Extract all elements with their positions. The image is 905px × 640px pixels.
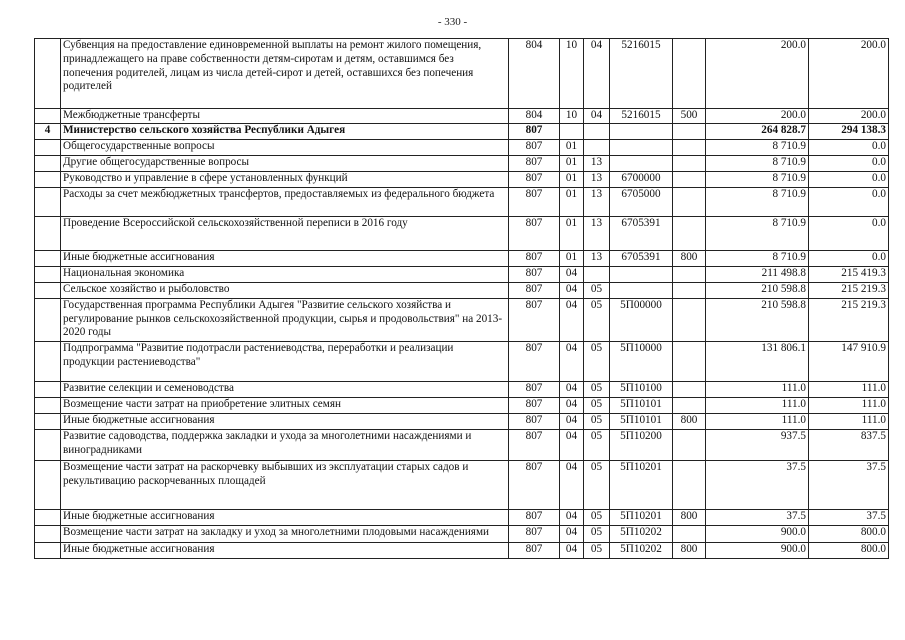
section-code-cell: 01 — [560, 216, 584, 250]
expense-type-cell: 800 — [673, 413, 706, 429]
amount-cell-second: 0.0 — [809, 139, 889, 155]
amount-cell-second: 0.0 — [809, 250, 889, 266]
row-name-cell: Другие общегосударственные вопросы — [61, 155, 509, 171]
section-code-cell: 04 — [560, 397, 584, 413]
expense-type-cell — [673, 123, 706, 139]
row-number-cell — [35, 171, 61, 187]
row-number-cell — [35, 397, 61, 413]
ministry-code-cell: 807 — [509, 266, 560, 282]
amount-cell-first: 131 806.1 — [706, 341, 809, 381]
amount-cell-second: 215 219.3 — [809, 298, 889, 341]
amount-cell-second: 200.0 — [809, 109, 889, 124]
section-code-cell: 01 — [560, 155, 584, 171]
amount-cell-first: 37.5 — [706, 509, 809, 525]
amount-cell-second: 37.5 — [809, 460, 889, 509]
row-name-cell: Сельское хозяйство и рыболовство — [61, 282, 509, 298]
expense-type-cell: 800 — [673, 509, 706, 525]
amount-cell-first: 264 828.7 — [706, 123, 809, 139]
table-row — [35, 413, 889, 429]
amount-cell-first: 111.0 — [706, 413, 809, 429]
expense-type-cell: 800 — [673, 542, 706, 558]
amount-cell-second: 294 138.3 — [809, 123, 889, 139]
subsection-code-cell: 05 — [584, 429, 610, 460]
ministry-code-cell: 807 — [509, 123, 560, 139]
section-code-cell: 04 — [560, 542, 584, 558]
target-article-cell: 5П10101 — [610, 397, 673, 413]
target-article-cell — [610, 266, 673, 282]
amount-cell-first: 8 710.9 — [706, 155, 809, 171]
expense-type-cell — [673, 266, 706, 282]
subsection-code-cell: 05 — [584, 525, 610, 542]
amount-cell-second: 0.0 — [809, 171, 889, 187]
amount-cell-first: 8 710.9 — [706, 139, 809, 155]
row-name-cell: Проведение Всероссийской сельскохозяйственной переписи в 2016 году — [61, 216, 509, 250]
table-row — [35, 298, 889, 341]
row-number-cell — [35, 429, 61, 460]
amount-cell-second: 200.0 — [809, 39, 889, 109]
row-name-cell: Межбюджетные трансферты — [61, 109, 509, 124]
expense-type-cell — [673, 525, 706, 542]
subsection-code-cell: 13 — [584, 187, 610, 216]
row-name-cell: Общегосударственные вопросы — [61, 139, 509, 155]
section-code-cell: 01 — [560, 250, 584, 266]
section-code-cell: 04 — [560, 341, 584, 381]
section-code-cell: 04 — [560, 413, 584, 429]
row-name-cell: Иные бюджетные ассигнования — [61, 413, 509, 429]
amount-cell-second: 215 419.3 — [809, 266, 889, 282]
subsection-code-cell: 05 — [584, 298, 610, 341]
amount-cell-second: 0.0 — [809, 216, 889, 250]
row-name-cell: Развитие селекции и семеноводства — [61, 381, 509, 397]
ministry-code-cell: 807 — [509, 187, 560, 216]
section-code-cell: 10 — [560, 39, 584, 109]
table-row — [35, 109, 889, 124]
row-number-cell — [35, 525, 61, 542]
expense-type-cell: 500 — [673, 109, 706, 124]
amount-cell-second: 0.0 — [809, 187, 889, 216]
table-row — [35, 381, 889, 397]
section-code-cell: 04 — [560, 509, 584, 525]
subsection-code-cell: 05 — [584, 397, 610, 413]
subsection-code-cell: 13 — [584, 171, 610, 187]
amount-cell-first: 37.5 — [706, 460, 809, 509]
target-article-cell — [610, 123, 673, 139]
target-article-cell — [610, 139, 673, 155]
ministry-code-cell: 807 — [509, 155, 560, 171]
subsection-code-cell: 05 — [584, 413, 610, 429]
section-code-cell: 04 — [560, 460, 584, 509]
ministry-code-cell: 807 — [509, 542, 560, 558]
expense-type-cell — [673, 216, 706, 250]
expense-type-cell — [673, 381, 706, 397]
ministry-code-cell: 807 — [509, 171, 560, 187]
target-article-cell: 5П10201 — [610, 460, 673, 509]
subsection-code-cell — [584, 123, 610, 139]
target-article-cell: 6700000 — [610, 171, 673, 187]
row-number-cell — [35, 460, 61, 509]
expense-type-cell — [673, 298, 706, 341]
section-code-cell: 04 — [560, 525, 584, 542]
amount-cell-first: 200.0 — [706, 109, 809, 124]
page-number: - 330 - — [437, 16, 468, 28]
table-row — [35, 429, 889, 460]
amount-cell-second: 37.5 — [809, 509, 889, 525]
table-row — [35, 123, 889, 139]
target-article-cell: 6705000 — [610, 187, 673, 216]
ministry-code-cell: 807 — [509, 429, 560, 460]
row-number-cell — [35, 266, 61, 282]
ministry-code-cell: 807 — [509, 216, 560, 250]
expense-type-cell — [673, 282, 706, 298]
target-article-cell: 5П10000 — [610, 341, 673, 381]
row-number-cell — [35, 139, 61, 155]
subsection-code-cell: 04 — [584, 109, 610, 124]
row-number-cell — [35, 542, 61, 558]
row-name-cell: Субвенция на предоставление единовременной выплаты на ремонт жилого помещения, принадлежащего на праве собственности детям-сиротам и детям, оставшимся без попечения родителей, лицам из числа детей-сирот и детей, оставшихся без попечения родителей — [61, 39, 509, 109]
ministry-code-cell: 807 — [509, 250, 560, 266]
subsection-code-cell: 05 — [584, 282, 610, 298]
subsection-code-cell: 05 — [584, 460, 610, 509]
amount-cell-second: 837.5 — [809, 429, 889, 460]
amount-cell-second: 215 219.3 — [809, 282, 889, 298]
table-row — [35, 139, 889, 155]
ministry-code-cell: 807 — [509, 397, 560, 413]
ministry-code-cell: 807 — [509, 525, 560, 542]
expense-type-cell — [673, 155, 706, 171]
amount-cell-first: 111.0 — [706, 397, 809, 413]
ministry-code-cell: 807 — [509, 413, 560, 429]
amount-cell-first: 8 710.9 — [706, 187, 809, 216]
row-name-cell: Иные бюджетные ассигнования — [61, 509, 509, 525]
row-name-cell: Руководство и управление в сфере установленных функций — [61, 171, 509, 187]
amount-cell-second: 800.0 — [809, 525, 889, 542]
row-name-cell: Возмещение части затрат на приобретение элитных семян — [61, 397, 509, 413]
row-name-cell: Развитие садоводства, поддержка закладки и ухода за многолетними насаждениями и виноградниками — [61, 429, 509, 460]
row-name-cell: Министерство сельского хозяйства Республики Адыгея — [61, 123, 509, 139]
section-code-cell: 01 — [560, 139, 584, 155]
section-code-cell: 04 — [560, 282, 584, 298]
amount-cell-second: 111.0 — [809, 397, 889, 413]
ministry-code-cell: 807 — [509, 282, 560, 298]
row-number-cell — [35, 39, 61, 109]
section-code-cell: 10 — [560, 109, 584, 124]
target-article-cell — [610, 282, 673, 298]
expense-type-cell — [673, 139, 706, 155]
amount-cell-second: 800.0 — [809, 542, 889, 558]
table-row — [35, 397, 889, 413]
budget-table — [34, 38, 889, 559]
expense-type-cell: 800 — [673, 250, 706, 266]
row-number-cell — [35, 250, 61, 266]
row-name-cell: Государственная программа Республики Адыгея "Развитие сельского хозяйства и регулирование рынков сельскохозяйственной продукции, сырья и продовольствия" на 2013-2020 годы — [61, 298, 509, 341]
subsection-code-cell: 05 — [584, 542, 610, 558]
section-code-cell: 04 — [560, 266, 584, 282]
table-row — [35, 282, 889, 298]
row-number-cell — [35, 381, 61, 397]
subsection-code-cell: 13 — [584, 155, 610, 171]
ministry-code-cell: 807 — [509, 381, 560, 397]
target-article-cell: 5П10200 — [610, 429, 673, 460]
section-code-cell — [560, 123, 584, 139]
expense-type-cell — [673, 39, 706, 109]
ministry-code-cell: 807 — [509, 341, 560, 381]
row-name-cell: Иные бюджетные ассигнования — [61, 250, 509, 266]
subsection-code-cell: 13 — [584, 216, 610, 250]
target-article-cell: 5П10202 — [610, 542, 673, 558]
ministry-code-cell: 804 — [509, 109, 560, 124]
amount-cell-second: 111.0 — [809, 381, 889, 397]
table-row — [35, 155, 889, 171]
subsection-code-cell: 05 — [584, 341, 610, 381]
amount-cell-second: 147 910.9 — [809, 341, 889, 381]
row-name-cell: Возмещение части затрат на раскорчевку выбывших из эксплуатации старых садов и рекультивацию раскорчеванных площадей — [61, 460, 509, 509]
section-code-cell: 04 — [560, 381, 584, 397]
expense-type-cell — [673, 429, 706, 460]
amount-cell-first: 211 498.8 — [706, 266, 809, 282]
row-number-cell — [35, 298, 61, 341]
target-article-cell: 5П10100 — [610, 381, 673, 397]
row-number-cell — [35, 216, 61, 250]
amount-cell-first: 8 710.9 — [706, 171, 809, 187]
target-article-cell — [610, 155, 673, 171]
amount-cell-first: 210 598.8 — [706, 298, 809, 341]
table-row — [35, 39, 889, 109]
expense-type-cell — [673, 397, 706, 413]
section-code-cell: 01 — [560, 171, 584, 187]
table-row — [35, 216, 889, 250]
amount-cell-first: 210 598.8 — [706, 282, 809, 298]
row-name-cell: Возмещение части затрат на закладку и уход за многолетними плодовыми насаждениями — [61, 525, 509, 542]
row-number-cell — [35, 341, 61, 381]
target-article-cell: 5П00000 — [610, 298, 673, 341]
row-number-cell: 4 — [35, 123, 61, 139]
ministry-code-cell: 807 — [509, 509, 560, 525]
section-code-cell: 01 — [560, 187, 584, 216]
row-number-cell — [35, 187, 61, 216]
table-row — [35, 542, 889, 558]
subsection-code-cell: 05 — [584, 381, 610, 397]
expense-type-cell — [673, 460, 706, 509]
target-article-cell: 6705391 — [610, 216, 673, 250]
section-code-cell: 04 — [560, 298, 584, 341]
amount-cell-first: 8 710.9 — [706, 250, 809, 266]
amount-cell-first: 900.0 — [706, 542, 809, 558]
target-article-cell: 5П10101 — [610, 413, 673, 429]
amount-cell-first: 8 710.9 — [706, 216, 809, 250]
row-number-cell — [35, 413, 61, 429]
amount-cell-first: 111.0 — [706, 381, 809, 397]
amount-cell-first: 200.0 — [706, 39, 809, 109]
target-article-cell: 5П10201 — [610, 509, 673, 525]
subsection-code-cell: 13 — [584, 250, 610, 266]
subsection-code-cell: 05 — [584, 509, 610, 525]
ministry-code-cell: 804 — [509, 39, 560, 109]
table-row — [35, 341, 889, 381]
row-number-cell — [35, 282, 61, 298]
row-name-cell: Национальная экономика — [61, 266, 509, 282]
target-article-cell: 5П10202 — [610, 525, 673, 542]
subsection-code-cell: 04 — [584, 39, 610, 109]
table-row — [35, 509, 889, 525]
table-row — [35, 460, 889, 509]
expense-type-cell — [673, 171, 706, 187]
expense-type-cell — [673, 341, 706, 381]
table-row — [35, 187, 889, 216]
amount-cell-second: 0.0 — [809, 155, 889, 171]
table-row — [35, 171, 889, 187]
target-article-cell: 6705391 — [610, 250, 673, 266]
amount-cell-first: 937.5 — [706, 429, 809, 460]
ministry-code-cell: 807 — [509, 298, 560, 341]
amount-cell-second: 111.0 — [809, 413, 889, 429]
row-name-cell: Подпрограмма "Развитие подотрасли растениеводства, переработки и реализации продукции растениеводства" — [61, 341, 509, 381]
subsection-code-cell — [584, 139, 610, 155]
row-number-cell — [35, 155, 61, 171]
amount-cell-first: 900.0 — [706, 525, 809, 542]
table-row — [35, 250, 889, 266]
table-row — [35, 525, 889, 542]
table-row — [35, 266, 889, 282]
subsection-code-cell — [584, 266, 610, 282]
ministry-code-cell: 807 — [509, 139, 560, 155]
expense-type-cell — [673, 187, 706, 216]
target-article-cell: 5216015 — [610, 39, 673, 109]
ministry-code-cell: 807 — [509, 460, 560, 509]
row-number-cell — [35, 109, 61, 124]
row-name-cell: Расходы за счет межбюджетных трансфертов, предоставляемых из федерального бюджета — [61, 187, 509, 216]
section-code-cell: 04 — [560, 429, 584, 460]
row-name-cell: Иные бюджетные ассигнования — [61, 542, 509, 558]
row-number-cell — [35, 509, 61, 525]
target-article-cell: 5216015 — [610, 109, 673, 124]
